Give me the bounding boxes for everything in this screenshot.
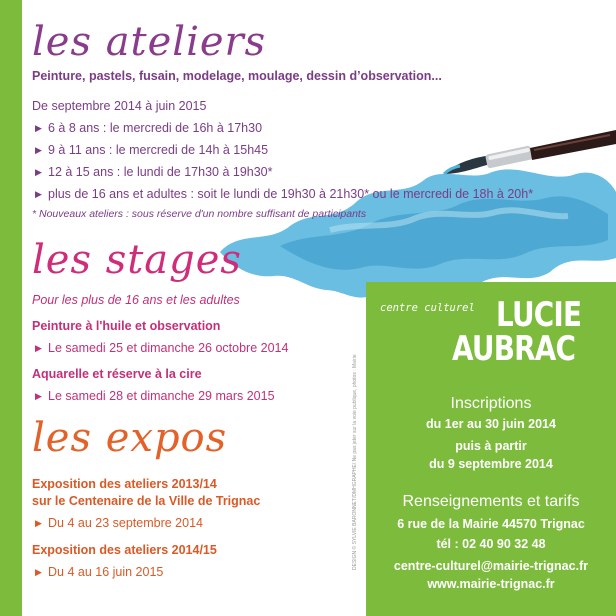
triangle-right-icon: ▶	[35, 343, 42, 353]
triangle-right-icon: ▶	[35, 123, 42, 133]
list-item: ▶ 12 à 15 ans : le lundi de 17h30 à 19h30*	[35, 165, 273, 179]
triangle-right-icon: ▶	[35, 145, 42, 155]
centre-name-line1: LUCIE	[496, 295, 582, 335]
ateliers-list	[32, 120, 533, 208]
ateliers-title: les ateliers	[32, 19, 267, 65]
triangle-right-icon: ▶	[35, 167, 42, 177]
inscriptions-dates: du 1er au 30 juin 2014	[426, 417, 556, 431]
expo-title: Exposition des ateliers 2013/14	[32, 477, 217, 491]
expo-title: Exposition des ateliers 2014/15	[32, 543, 217, 557]
triangle-right-icon: ▶	[35, 518, 42, 528]
centre-info-box	[366, 282, 616, 616]
phone: tél : 02 40 90 32 48	[436, 537, 546, 551]
list-item: ▶ plus de 16 ans et adultes : soit le lundi de 19h30 à 21h30* ou le mercredi de 18h à 20h*	[35, 187, 534, 201]
email-link[interactable]: centre-culturel@mairie-trignac.fr	[393, 559, 589, 573]
ateliers-subtitle: Peinture, pastels, fusain, modelage, moulage, dessin d’observation...	[32, 69, 442, 83]
list-item: ▶ 6 à 8 ans : le mercredi de 16h à 17h30	[35, 121, 263, 135]
triangle-right-icon: ▶	[35, 567, 42, 577]
centre-name-line2: AUBRAC	[452, 329, 576, 369]
triangle-right-icon: ▶	[35, 189, 42, 199]
stage-dates	[32, 340, 288, 356]
ateliers-note: * Nouveaux ateliers : sous réserve d'un nombre suffisant de participants	[32, 208, 367, 220]
expo-dates	[32, 515, 203, 531]
stages-title: les stages	[32, 237, 242, 283]
list-item: ▶ Du 4 au 16 juin 2015	[35, 565, 164, 579]
list-item: ▶ Le samedi 28 et dimanche 29 mars 2015	[35, 389, 275, 403]
info-heading: Renseignements et tarifs	[402, 493, 580, 510]
address: 6 rue de la Mairie 44570 Trignac	[397, 517, 585, 531]
centre-label: centre culturel	[380, 302, 475, 314]
inscriptions-dates: puis à partir	[455, 439, 527, 453]
stage-dates	[32, 388, 275, 404]
list-item: ▶ 9 à 11 ans : le mercredi de 14h à 15h45	[35, 143, 269, 157]
expo-dates	[32, 564, 163, 580]
inscriptions-dates: du 9 septembre 2014	[429, 457, 553, 471]
design-credit: DESIGN © SYLVIE BARONNET/DMHGRAPHE/ Ne pas jeter sur la voie publique, photos : Mairie	[352, 354, 358, 570]
stages-intro: Pour les plus de 16 ans et les adultes	[32, 293, 240, 307]
triangle-right-icon: ▶	[35, 391, 42, 401]
expo-title: sur le Centenaire de la Ville de Trignac	[32, 494, 261, 508]
stage-title: Aquarelle et réserve à la cire	[32, 367, 202, 381]
list-item: ▶ Du 4 au 23 septembre 2014	[35, 516, 203, 530]
ateliers-period: De septembre 2014 à juin 2015	[32, 99, 207, 113]
website-link[interactable]: www.mairie-trignac.fr	[427, 577, 555, 591]
stage-title: Peinture à l'huile et observation	[32, 319, 221, 333]
expos-title: les expos	[32, 415, 228, 461]
inscriptions-heading: Inscriptions	[450, 395, 532, 412]
left-green-stripe	[0, 0, 22, 616]
list-item: ▶ Le samedi 25 et dimanche 26 octobre 2014	[35, 341, 289, 355]
